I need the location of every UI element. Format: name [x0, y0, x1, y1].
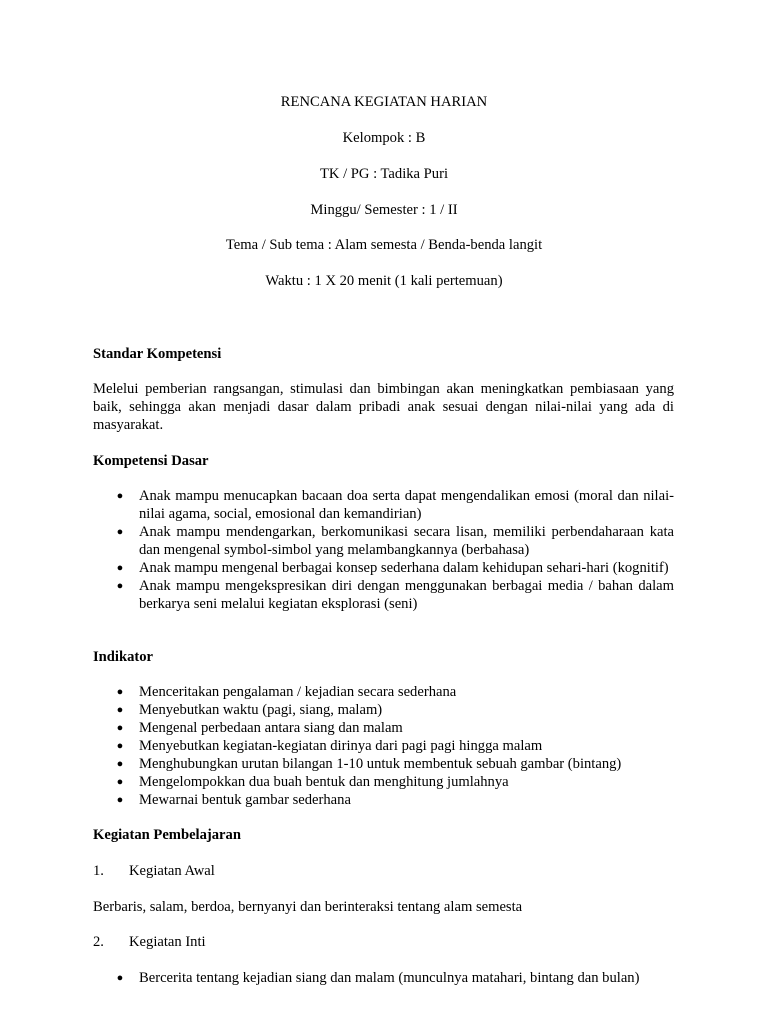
kegiatan-awal-text: Berbaris, salam, berdoa, bernyanyi dan berinteraksi tentang alam semesta: [93, 899, 523, 915]
list-item: ● Bercerita tentang kejadian siang dan malam (munculnya matahari, bintang dan bulan): [116, 970, 640, 986]
bullet-icon: ●: [116, 562, 124, 574]
bullet-icon: ●: [116, 758, 124, 770]
list-item: ● Mengelompokkan dua buah bentuk dan menghitung jumlahnya: [116, 774, 509, 790]
bullet-icon: ●: [116, 972, 124, 984]
bullet-icon: ●: [116, 490, 124, 502]
bullet-icon: ●: [116, 776, 124, 788]
tema-line: Tema / Sub tema : Alam semesta / Benda-benda langit: [225, 237, 543, 253]
indikator-list: [93, 683, 674, 809]
kegiatan-inti-list: [93, 969, 674, 987]
list-item: ● Anak mampu mengenal berbagai konsep sederhana dalam kehidupan sehari-hari (kognitif): [116, 560, 669, 576]
bullet-icon: ●: [116, 704, 124, 716]
kegiatan-awal-title: Kegiatan Awal: [129, 863, 215, 879]
kompetensi-dasar-list: [93, 487, 674, 613]
kelompok-line: Kelompok : B: [342, 130, 426, 146]
list-item: ● Menyebutkan kegiatan-kegiatan dirinya dari pagi pagi hingga malam: [116, 738, 543, 754]
bullet-icon: ●: [116, 526, 124, 538]
kegiatan-inti-title: Kegiatan Inti: [129, 934, 206, 950]
kegiatan-inti-number: 2.: [93, 934, 104, 950]
minggu-semester-line: Minggu/ Semester : 1 / II: [310, 202, 458, 218]
list-item: ● Menghubungkan urutan bilangan 1-10 untuk membentuk sebuah gambar (bintang): [116, 756, 622, 772]
bullet-icon: ●: [116, 794, 124, 806]
waktu-line: Waktu : 1 X 20 menit (1 kali pertemuan): [265, 273, 503, 289]
bullet-icon: ●: [116, 580, 124, 592]
tk-pg-line: TK / PG : Tadika Puri: [319, 166, 449, 182]
bullet-icon: ●: [116, 722, 124, 734]
document-title: RENCANA KEGIATAN HARIAN: [280, 94, 488, 110]
list-item: ● Mewarnai bentuk gambar sederhana: [116, 792, 351, 808]
kegiatan-pembelajaran-heading: Kegiatan Pembelajaran: [93, 827, 241, 843]
list-item: ● Anak mampu mendengarkan, berkomunikasi secara lisan, memiliki perbendaharaan kata dan mengenal symbol-simbol yang melambangkannya (berbahasa): [116, 524, 674, 558]
indikator-heading: Indikator: [93, 649, 154, 665]
bullet-icon: ●: [116, 740, 124, 752]
kompetensi-dasar-heading: Kompetensi Dasar: [93, 453, 209, 469]
kegiatan-awal-number: 1.: [93, 863, 104, 879]
bullet-icon: ●: [116, 686, 124, 698]
list-item: ● Menyebutkan waktu (pagi, siang, malam): [116, 702, 383, 718]
standar-kompetensi-heading: Standar Kompetensi: [93, 346, 222, 362]
standar-kompetensi-text: Melelui pemberian rangsangan, stimulasi dan bimbingan akan meningkatkan pembiasaan yang baik, sehingga akan menjadi dasar dalam pribadi anak sesuai dengan nilai-nilai yang ada di masyarakat.: [93, 381, 674, 433]
list-item: ● Menceritakan pengalaman / kejadian secara sederhana: [116, 684, 457, 700]
list-item: ● Anak mampu mengekspresikan diri dengan menggunakan berbagai media / bahan dalam berkarya seni melalui kegiatan eksplorasi (seni): [116, 578, 674, 612]
list-item: ● Anak mampu menucapkan bacaan doa serta dapat mengendalikan emosi (moral dan nilai-nilai agama, social, emosional dan kemandirian): [116, 488, 674, 522]
list-item: ● Mengenal perbedaan antara siang dan malam: [116, 720, 403, 736]
